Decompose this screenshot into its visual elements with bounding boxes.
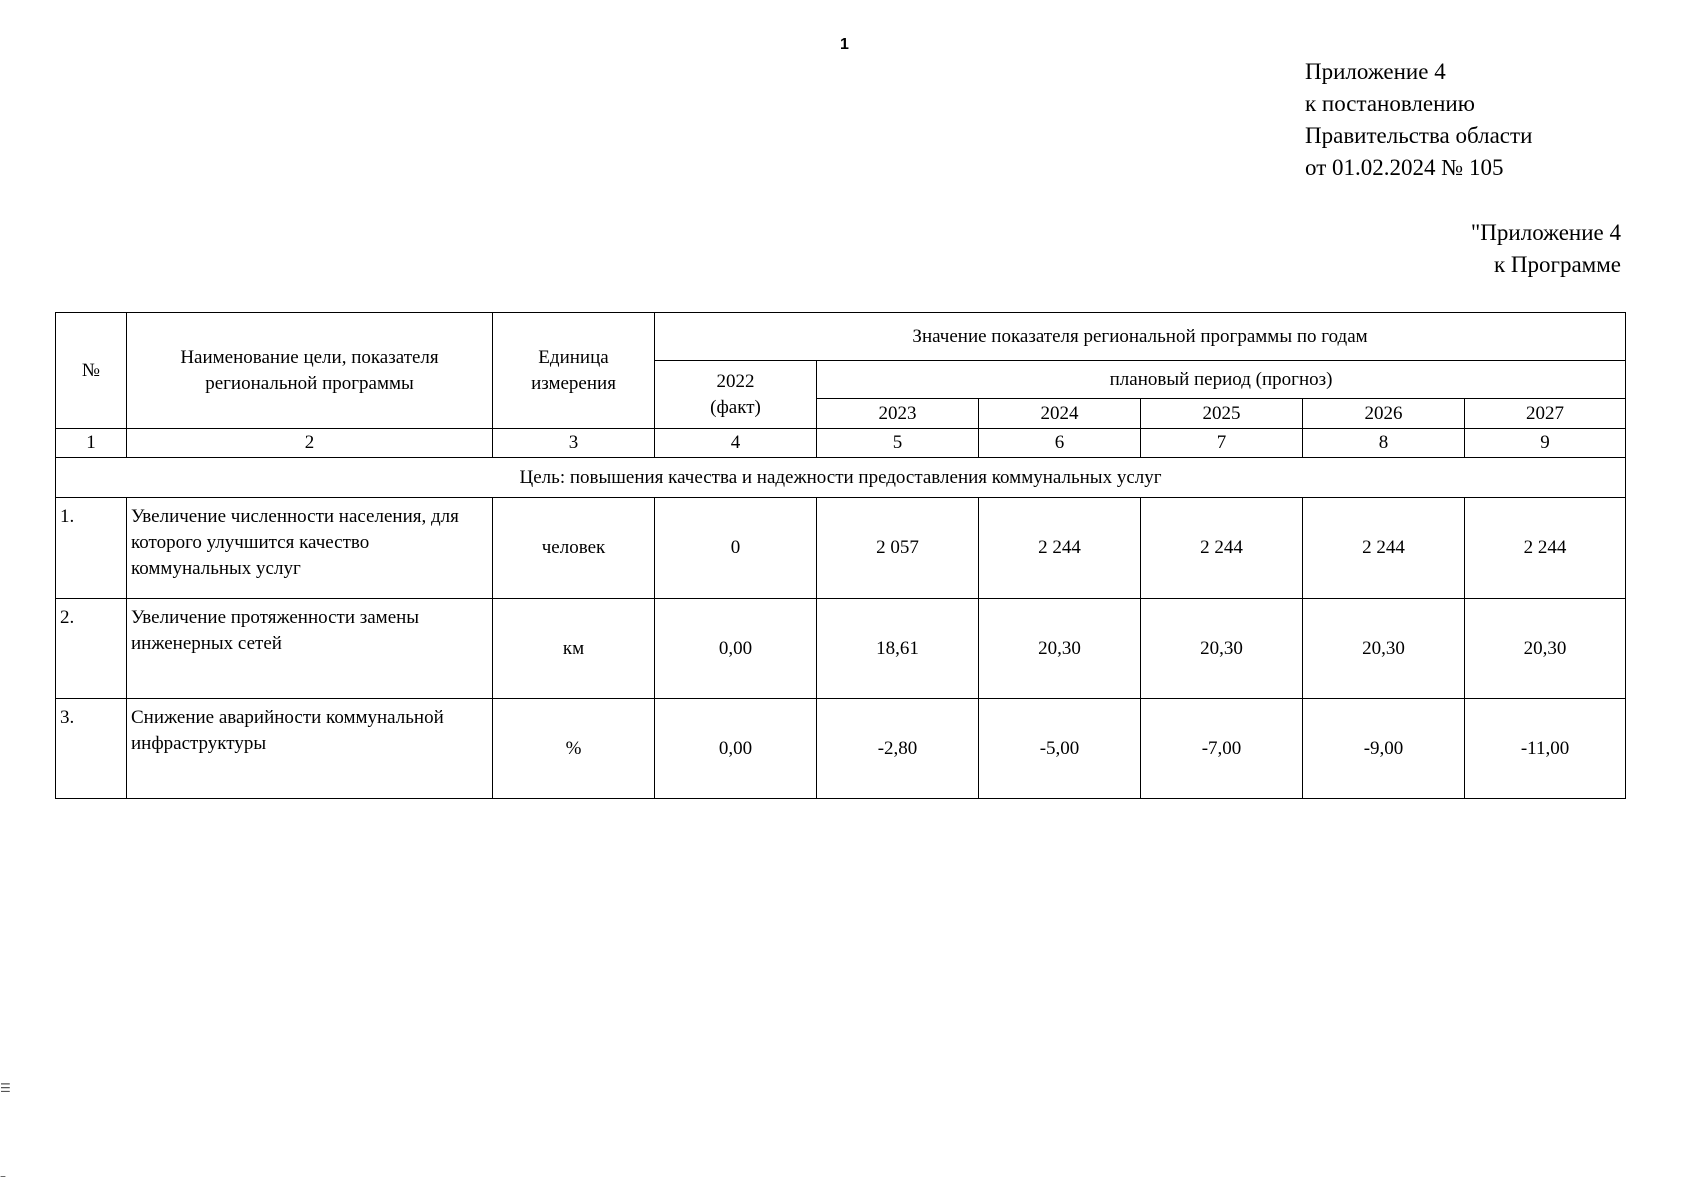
- table-row: [56, 498, 1626, 599]
- goal-text: Цель: повышения качества и надежности предоставления коммунальных услуг: [56, 458, 1626, 498]
- row-value: 2 244: [1465, 498, 1626, 599]
- appendix-line: Правительства области: [1305, 123, 1533, 148]
- column-numbers-row: [56, 429, 1626, 458]
- column-number: 6: [979, 429, 1141, 458]
- fact-year: 2022: [716, 370, 755, 392]
- header-fact-year: [655, 361, 817, 429]
- plan-year: 2024: [979, 399, 1141, 429]
- plan-year: 2027: [1465, 399, 1626, 429]
- row-num: 1.: [56, 498, 127, 599]
- table-row: [56, 699, 1626, 799]
- row-name: Увеличение протяженности замены инженерных сетей: [127, 599, 493, 699]
- column-number: 8: [1303, 429, 1465, 458]
- row-value: 0: [655, 498, 817, 599]
- appendix-program-block: [1471, 217, 1621, 281]
- fact-label: (факт): [710, 396, 761, 418]
- column-number: 9: [1465, 429, 1626, 458]
- header-unit: Единица измерения: [493, 313, 655, 429]
- row-value: 2 057: [817, 498, 979, 599]
- row-unit: км: [493, 599, 655, 699]
- header-row: [56, 313, 1626, 361]
- plan-year: 2023: [817, 399, 979, 429]
- row-value: -7,00: [1141, 699, 1303, 799]
- scan-margin-dash: –: [0, 1169, 6, 1183]
- scan-margin-mark: ☰: [0, 1081, 11, 1095]
- header-plan-title: плановый период (прогноз): [817, 361, 1626, 399]
- plan-year: 2025: [1141, 399, 1303, 429]
- appendix-program-line: "Приложение 4: [1470, 220, 1621, 245]
- page-number: 1: [840, 36, 849, 53]
- column-number: 7: [1141, 429, 1303, 458]
- row-value: -5,00: [979, 699, 1141, 799]
- row-value: 18,61: [817, 599, 979, 699]
- row-value: 2 244: [979, 498, 1141, 599]
- row-value: 20,30: [1465, 599, 1626, 699]
- row-value: 2 244: [1303, 498, 1465, 599]
- row-value: 0,00: [655, 599, 817, 699]
- column-number: 3: [493, 429, 655, 458]
- plan-year: 2026: [1303, 399, 1465, 429]
- row-value: 20,30: [1303, 599, 1465, 699]
- column-number: 5: [817, 429, 979, 458]
- row-value: 20,30: [1141, 599, 1303, 699]
- row-name: Увеличение численности населения, для которого улучшится качество коммунальных услуг: [127, 498, 493, 599]
- appendix-block: [1305, 56, 1532, 184]
- goal-row: [56, 458, 1626, 498]
- row-value: -9,00: [1303, 699, 1465, 799]
- appendix-program-line: к Программе: [1494, 252, 1621, 277]
- row-unit: %: [493, 699, 655, 799]
- column-number: 2: [127, 429, 493, 458]
- table-row: [56, 599, 1626, 699]
- row-num: 2.: [56, 599, 127, 699]
- indicators-table: [55, 312, 1626, 799]
- appendix-line: Приложение 4: [1305, 59, 1446, 84]
- row-value: 20,30: [979, 599, 1141, 699]
- row-value: 0,00: [655, 699, 817, 799]
- row-value: -11,00: [1465, 699, 1626, 799]
- header-name: Наименование цели, показателя региональной программы: [127, 313, 493, 429]
- row-unit: человек: [493, 498, 655, 599]
- appendix-line: к постановлению: [1305, 91, 1475, 116]
- row-num: 3.: [56, 699, 127, 799]
- column-number: 4: [655, 429, 817, 458]
- appendix-line: от 01.02.2024 № 105: [1305, 155, 1504, 180]
- header-values-title: Значение показателя региональной программы по годам: [655, 313, 1626, 361]
- column-number: 1: [56, 429, 127, 458]
- row-value: 2 244: [1141, 498, 1303, 599]
- row-name: Снижение аварийности коммунальной инфраструктуры: [127, 699, 493, 799]
- row-value: -2,80: [817, 699, 979, 799]
- header-num: №: [56, 313, 127, 429]
